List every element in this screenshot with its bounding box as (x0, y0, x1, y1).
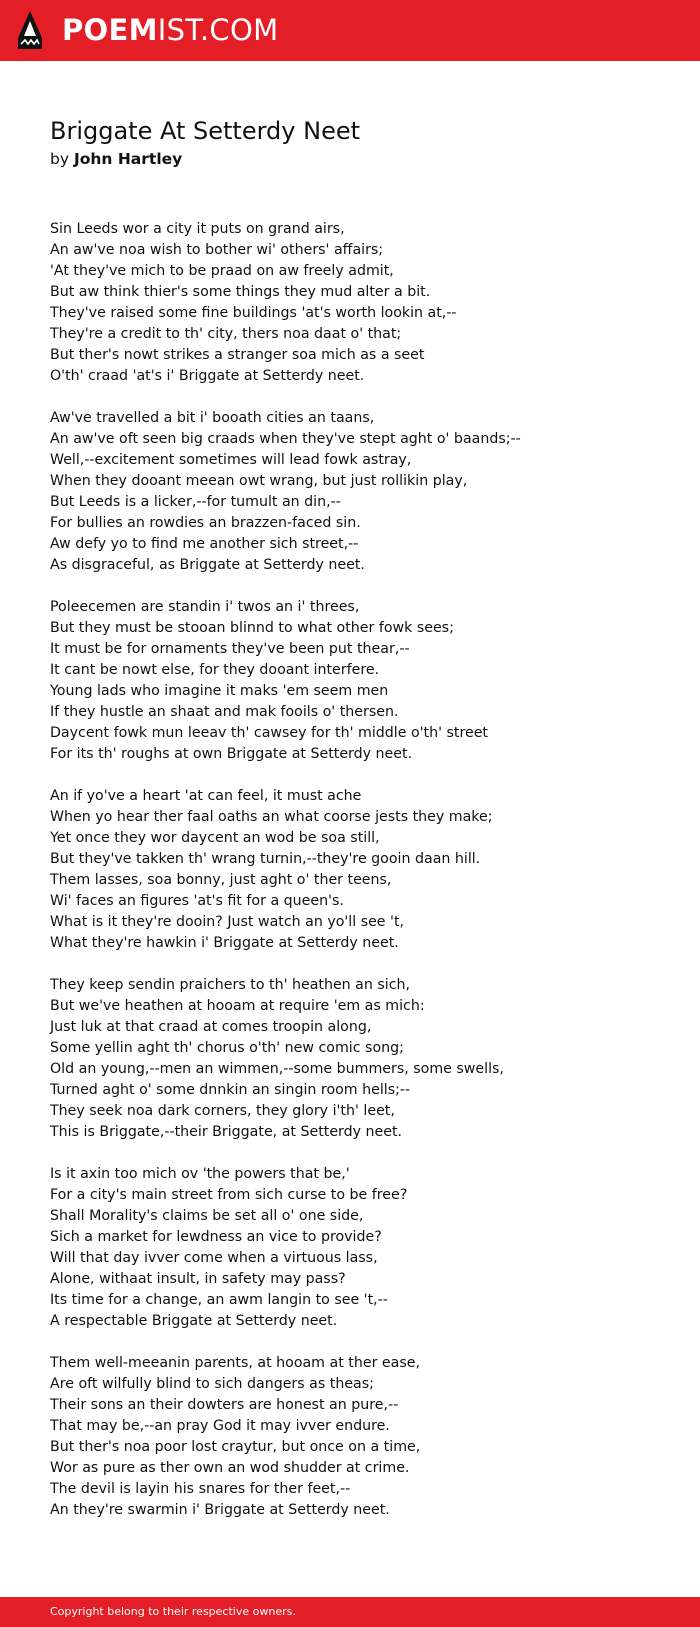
poem-line: Wor as pure as ther own an wod shudder at crime. (50, 1460, 410, 1476)
poem-line: Their sons an their dowters are honest an pure,-- (50, 1397, 399, 1413)
poem-line: Some yellin aght th' chorus o'th' new comic song; (50, 1040, 404, 1056)
poem-line: It must be for ornaments they've been put thear,-- (50, 641, 410, 657)
poem-stanza (50, 597, 670, 765)
poem-line: They keep sendin praichers to th' heathen an sich, (50, 977, 411, 993)
poem-line: For its th' roughs at own Briggate at Setterdy neet. (50, 746, 413, 762)
poem-line: But Leeds is a licker,--for tumult an din,-- (50, 494, 341, 510)
poem-line: This is Briggate,--their Briggate, at Setterdy neet. (50, 1124, 403, 1140)
by-label: by (50, 150, 70, 168)
poem-stanza (50, 786, 670, 954)
poem-line: A respectable Briggate at Setterdy neet. (50, 1313, 338, 1329)
poem-line: For bullies an rowdies an brazzen-faced sin. (50, 515, 361, 531)
poem-line: Is it axin too mich ov 'the powers that be,' (50, 1166, 350, 1182)
poem-title: Briggate At Setterdy Neet (50, 117, 361, 145)
poem-line: They're a credit to th' city, thers noa daat o' that; (50, 326, 402, 342)
poem-line: Just luk at that craad at comes troopin along, (50, 1019, 372, 1035)
site-header (0, 0, 700, 61)
poem-line: When yo hear ther faal oaths an what coorse jests they make; (50, 809, 493, 825)
poem-line: But aw think thier's some things they mud alter a bit. (50, 284, 431, 300)
poem-line: Will that day ivver come when a virtuous lass, (50, 1250, 378, 1266)
poem-line: Shall Morality's claims be set all o' one side, (50, 1208, 364, 1224)
poem-line: That may be,--an pray God it may ivver endure. (50, 1418, 390, 1434)
poem-stanza (50, 1164, 670, 1332)
poem-line: Young lads who imagine it maks 'em seem men (50, 683, 389, 699)
poem-author[interactable]: John Hartley (73, 150, 183, 168)
poem-line: Alone, withaat insult, in safety may pass? (50, 1271, 346, 1287)
poem-line: Aw've travelled a bit i' booath cities an taans, (50, 410, 375, 426)
poem-line: The devil is layin his snares for ther feet,-- (50, 1481, 351, 1497)
poem-line: As disgraceful, as Briggate at Setterdy neet. (50, 557, 365, 573)
poem-line: But they must be stooan blinnd to what other fowk sees; (50, 620, 454, 636)
poem-line: Wi' faces an figures 'at's fit for a queen's. (50, 893, 344, 909)
logo-brand-light: IST.COM (157, 13, 279, 47)
poem-stanza (50, 1353, 670, 1521)
site-footer (0, 1597, 700, 1627)
poem-line: They seek noa dark corners, they glory i'th' leet, (50, 1103, 395, 1119)
logo-brand-bold: POEM (62, 13, 158, 47)
poem-line: What they're hawkin i' Briggate at Setterdy neet. (50, 935, 399, 951)
poem-line: For a city's main street from sich curse to be free? (50, 1187, 408, 1203)
poem-line: But ther's nowt strikes a stranger soa mich as a seet (50, 347, 425, 363)
site-logo[interactable] (62, 12, 278, 48)
poem-line: Yet once they wor daycent an wod be soa still, (50, 830, 380, 846)
poem-line: Them well-meeanin parents, at hooam at ther ease, (50, 1355, 420, 1371)
poem-line: But we've heathen at hooam at require 'em as mich: (50, 998, 425, 1014)
poem-line: Its time for a change, an awm langin to see 't,-- (50, 1292, 388, 1308)
poem-line: What is it they're dooin? Just watch an yo'll see 't, (50, 914, 405, 930)
poem-line: It cant be nowt else, for they dooant interfere. (50, 662, 380, 678)
poem-line: Aw defy yo to find me another sich street,-- (50, 536, 359, 552)
poem-body (50, 219, 670, 1542)
poem-stanza (50, 219, 670, 387)
poem-line: Well,--excitement sometimes will lead fowk astray, (50, 452, 412, 468)
poem-line: An aw've oft seen big craads when they've stept aght o' baands;-- (50, 431, 521, 447)
pencil-icon[interactable] (17, 10, 43, 50)
poem-line: Turned aght o' some dnnkin an singin room hells;-- (50, 1082, 411, 1098)
poem-line: An if yo've a heart 'at can feel, it must ache (50, 788, 362, 804)
poem-line: An aw've noa wish to bother wi' others' affairs; (50, 242, 384, 258)
poem-byline (50, 149, 182, 169)
poem-line: Daycent fowk mun leeav th' cawsey for th' middle o'th' street (50, 725, 488, 741)
poem-line: Poleecemen are standin i' twos an i' threes, (50, 599, 360, 615)
poem-stanza (50, 408, 670, 576)
footer-copyright: Copyright belong to their respective owners. (50, 1605, 296, 1618)
poem-stanza (50, 975, 670, 1143)
poem-line: But ther's noa poor lost craytur, but once on a time, (50, 1439, 421, 1455)
poem-line: An they're swarmin i' Briggate at Setterdy neet. (50, 1502, 390, 1518)
poem-line: Sin Leeds wor a city it puts on grand airs, (50, 221, 345, 237)
poem-line: When they dooant meean owt wrang, but just rollikin play, (50, 473, 468, 489)
poem-line: If they hustle an shaat and mak fooils o' thersen. (50, 704, 399, 720)
poem-line: Them lasses, soa bonny, just aght o' ther teens, (50, 872, 392, 888)
poem-line: Are oft wilfully blind to sich dangers as theas; (50, 1376, 374, 1392)
poem-line: But they've takken th' wrang turnin,--they're gooin daan hill. (50, 851, 481, 867)
poem-line: Old an young,--men an wimmen,--some bummers, some swells, (50, 1061, 504, 1077)
poem-line: Sich a market for lewdness an vice to provide? (50, 1229, 382, 1245)
poem-line: 'At they've mich to be praad on aw freely admit, (50, 263, 394, 279)
poem-line: O'th' craad 'at's i' Briggate at Setterdy neet. (50, 368, 365, 384)
poem-line: They've raised some fine buildings 'at's worth lookin at,-- (50, 305, 457, 321)
